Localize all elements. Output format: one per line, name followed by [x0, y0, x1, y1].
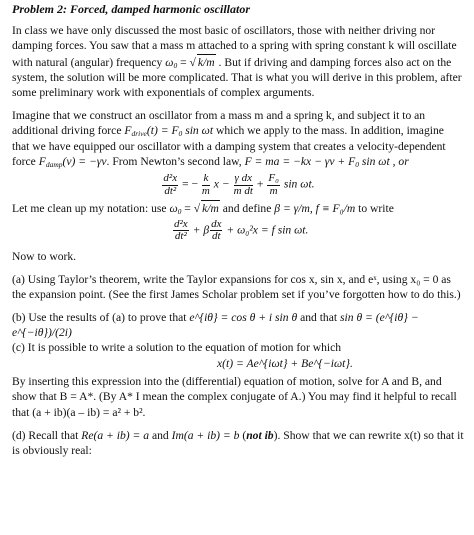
damp-force-rhs: (v) = −γv [62, 155, 107, 169]
part-c: (c) It is possible to write a solution to the equation of motion for which [12, 341, 342, 355]
omega-symbol: ω [165, 55, 174, 69]
f-definition: f ≡ F₀/m [315, 202, 356, 216]
now-to-work: Now to work. [12, 249, 77, 263]
eq1-operator: = − [182, 177, 198, 191]
sqrt-expr: k/m [202, 202, 219, 216]
part-b [12, 310, 464, 340]
newton-law: F = ma = −kx − γv + F [244, 155, 356, 169]
eq2-rest: + ω₀²x = f sin ωt. [226, 223, 309, 237]
eq1-lhs-fraction: $\frac{\text{d²x}}{\text{dt²}}$ [163, 172, 178, 197]
setup-paragraph [12, 108, 464, 170]
eq1-sin-term: sin ωt. [283, 177, 315, 191]
part-d-lead: (d) Recall that [12, 428, 79, 442]
intro-text-continued: . But if driving and damping forces also act on the system, the solution will be more complicated. That is what you will derive in this problem, after some preliminary work with exponentials of complex arguments. [12, 55, 462, 100]
equation-of-motion [12, 173, 464, 197]
setup-text-1: Imagine that we construct an oscillator from a mass m and a spring k, and subject it to an additional driving force [12, 109, 426, 138]
solution-ansatz: x(t) = Ae^{iωt} + Be^{−iωt}. [217, 357, 353, 371]
newton-subscript: 0 [355, 160, 359, 170]
paren-close: ). [273, 428, 281, 442]
not-ib-emphasis: not ib [246, 428, 274, 442]
eq2-beta-term: + β [192, 223, 210, 237]
drive-force-rhs: (t) = F [146, 124, 179, 138]
beta-definition: β = γ/m, [274, 202, 313, 216]
paren-open: ( [242, 428, 247, 442]
newton-tail: sin ωt , or [361, 155, 409, 169]
simplified-equation [12, 219, 464, 243]
damp-force-label: F [38, 155, 46, 169]
part-b-and: and that [300, 311, 338, 325]
notation-text: Let me clean up my notation: use [12, 202, 167, 216]
notation-paragraph: Let me clean up my notation: use $\omega_0$ = √ k/m and define β = γ/m, f ≡ F₀/m to write [12, 202, 394, 217]
notation-text: and define [222, 202, 272, 216]
part-d-and: and [151, 428, 169, 442]
omega-symbol: ω [169, 202, 178, 216]
eq1-force-fraction: $\frac{\text{F₀}}{m}$ [268, 172, 279, 197]
part-d [12, 428, 464, 458]
eq1-operator: x − [213, 177, 230, 191]
natural-frequency-expr: k/m [197, 55, 215, 69]
drive-force-label: F [124, 124, 132, 138]
drive-subscript: drive [131, 129, 147, 139]
setup-text-3: . From Newton’s second law, [106, 155, 242, 169]
part-c-follow: By inserting this expression into the (differential) equation of motion, solve for A and B, and show that B = A*. (By A* I mean the complex conjugate of A.) You may find it helpful to recall that (a + ib)(a – ib) = a² + b². [12, 375, 457, 419]
eq1-operator: + [256, 177, 264, 191]
notation-text: to write [358, 202, 394, 216]
intro-paragraph: In class we have only discussed the most basic of oscillators, those with neither driving nor damping forces. You saw that a mass m attached to a spring with spring constant k will oscillate with natural (angular) frequency $\omega_0$ = √ k/m . But if driving and damping forces also act on the system, the solution will be more complicated. That is what you will derive in this problem, after some preliminary work with exponentials of complex arguments. [12, 24, 462, 100]
part-a: (a) Using Taylor’s theorem, write the Taylor expansions for cos x, sin x, and eˣ, using x₀ = 0 as the expansion point. (See the first James Scholar problem set if you’ve forgotten how to do this.) [12, 273, 461, 302]
problem-title: Problem 2: Forced, damped harmonic oscillator [12, 2, 250, 16]
equals-sign: = [181, 202, 194, 216]
damp-subscript: damp [45, 160, 63, 170]
document-page [12, 2, 464, 458]
setup-text-2: which we apply to the mass. In addition, imagine that we have equipped our oscillator with a damping system that creates a velocity-dependent force [12, 124, 446, 169]
eq1-damping-fraction: $\frac{\text{γ dx}}{\text{m dt}}$ [233, 172, 253, 197]
imag-part-def: Im(a + ib) = b [171, 428, 240, 442]
real-part-def: Re(a + ib) = a [81, 428, 150, 442]
euler-formula: e^{iθ} = cos θ + i sin θ [189, 311, 298, 325]
omega-subscript: 0 [173, 60, 178, 70]
part-d-tail: Show that we can rewrite x(t) so that it is obviously real: [12, 428, 464, 457]
eq2-lhs-fraction: $\frac{\text{d²x}}{\text{dt²}}$ [174, 217, 188, 243]
part-b-text: (b) Use the results of (a) to prove that [12, 311, 187, 325]
eq2-dxdt-fraction: $\frac{dx}{dt}$ [211, 217, 222, 243]
drive-f0-subscript: 0 [178, 129, 183, 139]
intro-text: In class we have only discussed the most basic of oscillators, those with neither driving nor damping forces. You saw that a mass m attached to a spring with spring constant k will oscillate with natural (angular) frequency [12, 24, 457, 69]
drive-force-tail: sin ωt [185, 124, 214, 138]
eq1-k-over-m: $\frac{k}{m}$ [201, 172, 210, 197]
omega-subscript: 0 [177, 207, 182, 217]
sine-definition: sin θ = (e^{iθ} − e^{−iθ})/(2i) [12, 311, 419, 340]
